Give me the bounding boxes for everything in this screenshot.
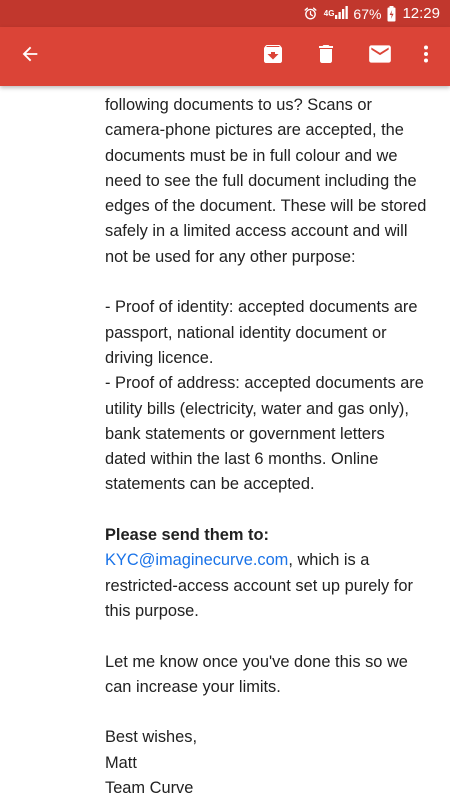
delete-icon	[314, 42, 338, 71]
delete-button[interactable]	[302, 27, 350, 86]
app-bar	[0, 27, 450, 86]
signal-indicator	[324, 5, 350, 22]
battery-icon	[387, 6, 396, 22]
proof-of-address-item: - Proof of address: accepted documents are utility bills (electricity, water and gas only), bank statements or government letters dated within the last 6 months. Online statements can be accepted.	[105, 374, 424, 494]
archive-icon	[261, 42, 285, 71]
more-options-icon	[414, 42, 438, 71]
alarm-icon	[303, 6, 318, 21]
network-type: 4G	[323, 8, 335, 18]
back-button[interactable]	[6, 27, 54, 86]
mark-unread-button[interactable]	[356, 27, 404, 86]
signal-icon	[335, 5, 349, 22]
send-paragraph-rest: , which is a restricted-access account set up purely for this purpose.	[105, 551, 413, 620]
mark-unread-icon	[367, 41, 393, 72]
back-arrow-icon	[19, 43, 41, 70]
proof-of-identity-item: - Proof of identity: accepted documents are passport, national identity document or driving licence.	[105, 298, 418, 367]
more-options-button[interactable]	[402, 27, 450, 86]
kyc-email-link[interactable]: KYC@imaginecurve.com	[105, 551, 289, 570]
email-body-scroll[interactable]	[0, 86, 450, 800]
signoff: Best wishes,	[105, 728, 198, 747]
email-paragraph-limits: Let me know once you've done this so we can increase your limits.	[105, 652, 408, 696]
sender-name: Matt	[105, 753, 137, 772]
status-bar	[0, 0, 450, 27]
email-paragraph-documents: following documents to us? Scans or camera-phone pictures are accepted, the documents must be in full colour and we need to see the full document including the edges of the document. These will be stored safely in a limited access account and will not be used for any other purpose:	[105, 96, 427, 266]
clock: 12:29	[402, 5, 440, 22]
email-body	[105, 93, 430, 800]
sender-team: Team Curve	[105, 779, 194, 798]
send-paragraph	[105, 548, 430, 624]
battery-percent: 67%	[353, 5, 382, 22]
archive-button[interactable]	[249, 27, 297, 86]
send-heading: Please send them to:	[105, 526, 269, 545]
